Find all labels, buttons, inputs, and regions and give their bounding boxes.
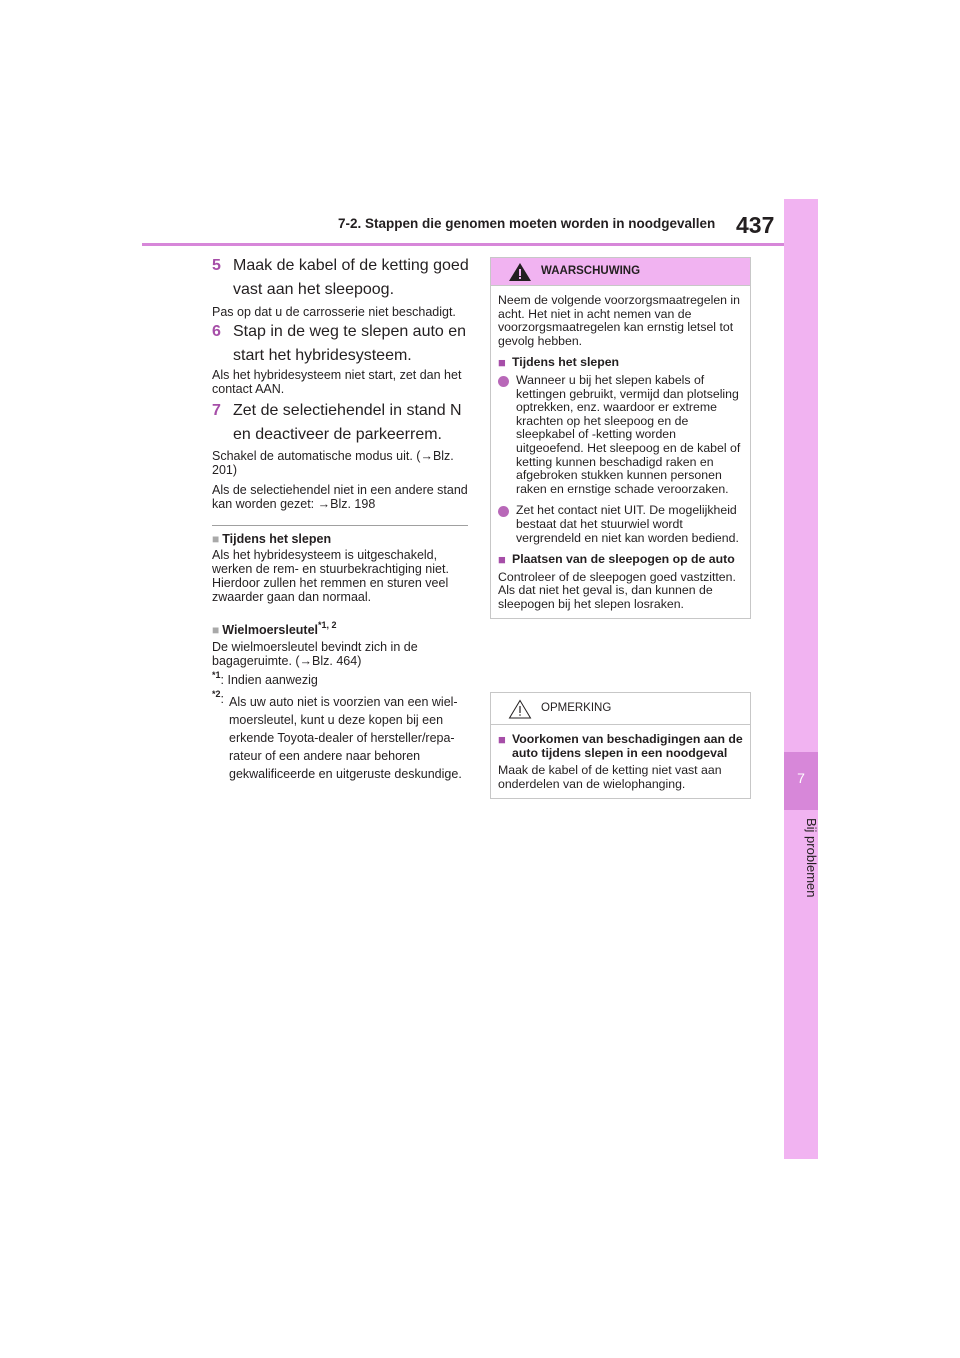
footnote-mark: *1: [212, 670, 221, 680]
warning-text: Controleer of de sleepogen goed vastzitten. Als dat niet het geval is, dan kunnen de sleepogen bij het slepen losraken.: [498, 569, 736, 611]
square-bullet-icon: ■: [212, 532, 220, 546]
footnote-2-line: gekwalificeerde en uitgeruste deskundige.: [229, 767, 462, 781]
footnote-2-line: moersleutel, kunt u deze kopen bij een: [229, 713, 444, 727]
warning-bullet: Wanneer u bij het slepen kabels of kettingen gebruikt, vermijd dan plotseling optrekken, enz. waardoor er extreme krachten op het sleepoog en de sleepkabel of -ketting worden uitgeoefend. Het sleepoog en de kabel of ketting kunnen beschadigd raken en afgebroken stukken kunnen personen raken en ernstige schade veroorzaken.: [498, 374, 743, 496]
step-note: Pas op dat u de carrosserie niet beschadigt.: [212, 305, 456, 319]
warning-bullet: Zet het contact niet UIT. De mogelijkheid bestaat dat het stuurwiel wordt vergrendeld en niet kan worden bediend.: [498, 504, 743, 545]
page-number: 437: [736, 212, 775, 238]
notice-body: [491, 725, 750, 798]
footnote-ref: *1, 2: [318, 620, 337, 630]
warning-triangle-icon: [508, 262, 532, 282]
warning-box: [490, 257, 751, 619]
square-bullet-icon: ■: [498, 552, 506, 568]
square-bullet-icon: ■: [498, 732, 506, 747]
footnote-1: $^{*1}$: Indien aanwezig: [212, 670, 318, 687]
warning-title: WAARSCHUWING: [541, 265, 641, 277]
step-note: Schakel de automatische modus uit. (→Blz. 201): [212, 449, 454, 477]
step-number: 6: [212, 323, 221, 340]
step-number: 5: [212, 257, 221, 274]
step-7: [212, 399, 473, 447]
wrench-heading: ■ Wielmoersleutel$^{*1, 2}$: [212, 620, 337, 637]
chapter-number: 7: [797, 770, 805, 786]
wrench-text: De wielmoersleutel bevindt zich in de bagageruimte. (→Blz. 464): [212, 640, 418, 668]
notice-box: [490, 692, 751, 799]
footnote-2-line: rateur of een andere naar behoren: [229, 749, 421, 763]
step-6: [212, 320, 473, 368]
footnote-2-line: Als uw auto niet is voorzien van een wiel-: [229, 695, 458, 709]
round-bullet-icon: [498, 506, 509, 517]
chapter-name: Bij problemen: [804, 818, 819, 898]
section-divider: [212, 525, 468, 526]
header-rule: [142, 243, 784, 246]
warning-body: [491, 286, 750, 618]
notice-subheading: ■ Voorkomen van beschadigingen aan de auto tijdens slepen in een noodgeval: [498, 732, 743, 760]
warning-subheading: ■ Tijdens het slepen: [498, 355, 620, 371]
step-number: 7: [212, 402, 221, 419]
warning-intro: Neem de volgende voorzorgsmaatregelen in acht. Het niet in acht nemen van de voorzorgsmaatregelen kan ernstig letsel tot gevolg hebben.: [498, 293, 740, 348]
warning-header: [491, 258, 750, 286]
square-bullet-icon: ■: [498, 355, 506, 371]
step-text: Zet de selectiehendel in stand N en deactiveer de parkeerrem.: [233, 402, 462, 443]
towing-heading: ■ Tijdens het slepen: [212, 532, 332, 546]
square-bullet-icon: ■: [212, 623, 220, 637]
round-bullet-icon: [498, 376, 509, 387]
notice-title: OPMERKING: [541, 702, 612, 714]
step-5: [212, 254, 473, 302]
warning-subheading: ■ Plaatsen van de sleepogen op de auto: [498, 552, 735, 568]
footnote-2-mark: $^{*2}$:: [212, 689, 224, 706]
notice-header: [491, 693, 750, 725]
step-note: Als de selectiehendel niet in een andere stand kan worden gezet: →Blz. 198: [212, 483, 468, 511]
caution-triangle-icon: [508, 699, 532, 719]
step-text: Maak de kabel of de ketting goed vast aan het sleepoog.: [233, 257, 469, 298]
chapter-side-tab: [784, 199, 818, 1159]
step-note: Als het hybridesysteem niet start, zet dan het contact AAN.: [212, 368, 462, 396]
footnote-2-line: erkende Toyota-dealer of hersteller/repa-: [229, 731, 455, 745]
step-text: Stap in de weg te slepen auto en start het hybridesysteem.: [233, 323, 467, 364]
notice-text: Maak de kabel of de ketting niet vast aan onderdelen van de wielophanging.: [498, 763, 722, 791]
section-title: 7-2. Stappen die genomen moeten worden in noodgevallen: [338, 216, 716, 231]
towing-text: Als het hybridesysteem is uitgeschakeld, werken de rem- en stuurbekrachtiging niet. Hierdoor zullen het remmen en sturen veel zwaarder gaan dan normaal.: [212, 548, 449, 604]
